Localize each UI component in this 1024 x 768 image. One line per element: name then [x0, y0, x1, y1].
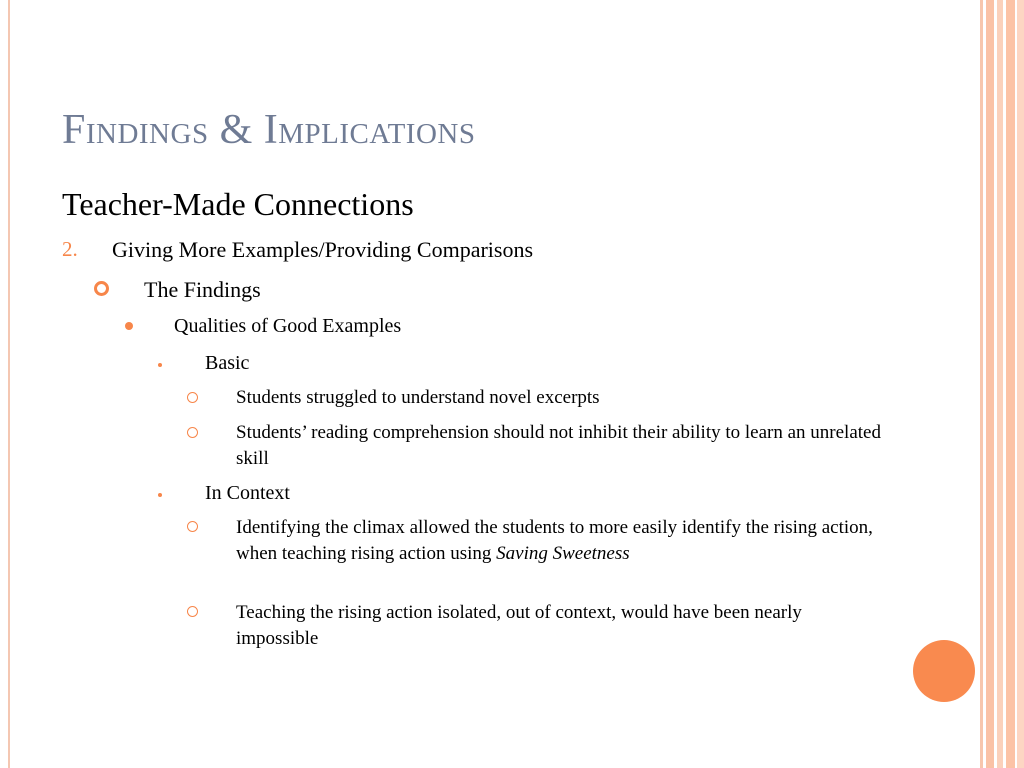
point-text: Identifying the climax allowed the students to more easily identify the rising action, when teaching rising action using [236, 517, 873, 564]
list-item-level4: Basic [205, 352, 250, 374]
small-dot-bullet-icon [158, 363, 162, 367]
decor-stripe [986, 0, 994, 768]
slide-title: Findings & Implications [62, 107, 476, 153]
list-item-level1: Giving More Examples/Providing Comparisons [112, 237, 534, 262]
list-item-level5 [236, 515, 886, 567]
left-border-line [8, 0, 10, 768]
hollow-bullet-icon [187, 392, 198, 403]
list-number: 2. [62, 237, 78, 261]
list-item-level5: Students struggled to understand novel excerpts [236, 387, 600, 408]
small-dot-bullet-icon [158, 493, 162, 497]
hollow-bullet-icon [187, 521, 198, 532]
list-item-level2: The Findings [144, 277, 261, 302]
slide-heading: Teacher-Made Connections [62, 186, 414, 222]
hollow-bullet-icon [187, 427, 198, 438]
decor-stripe [1006, 0, 1015, 768]
decor-stripe [980, 0, 983, 768]
list-item-level3: Qualities of Good Examples [174, 315, 402, 337]
book-title: Saving Sweetness [496, 543, 630, 564]
decor-circle [913, 640, 975, 702]
decor-stripe [997, 0, 1003, 768]
list-item-level4: In Context [205, 482, 290, 504]
list-item-level5: Teaching the rising action isolated, out of context, would have been nearly impossible [236, 602, 802, 649]
dot-bullet-icon [125, 322, 133, 330]
ring-bullet-icon [94, 281, 109, 296]
decor-stripe [1017, 0, 1024, 768]
hollow-bullet-icon [187, 606, 198, 617]
list-item-level5: Students’ reading comprehension should not inhibit their ability to learn an unrelated skill [236, 422, 881, 469]
